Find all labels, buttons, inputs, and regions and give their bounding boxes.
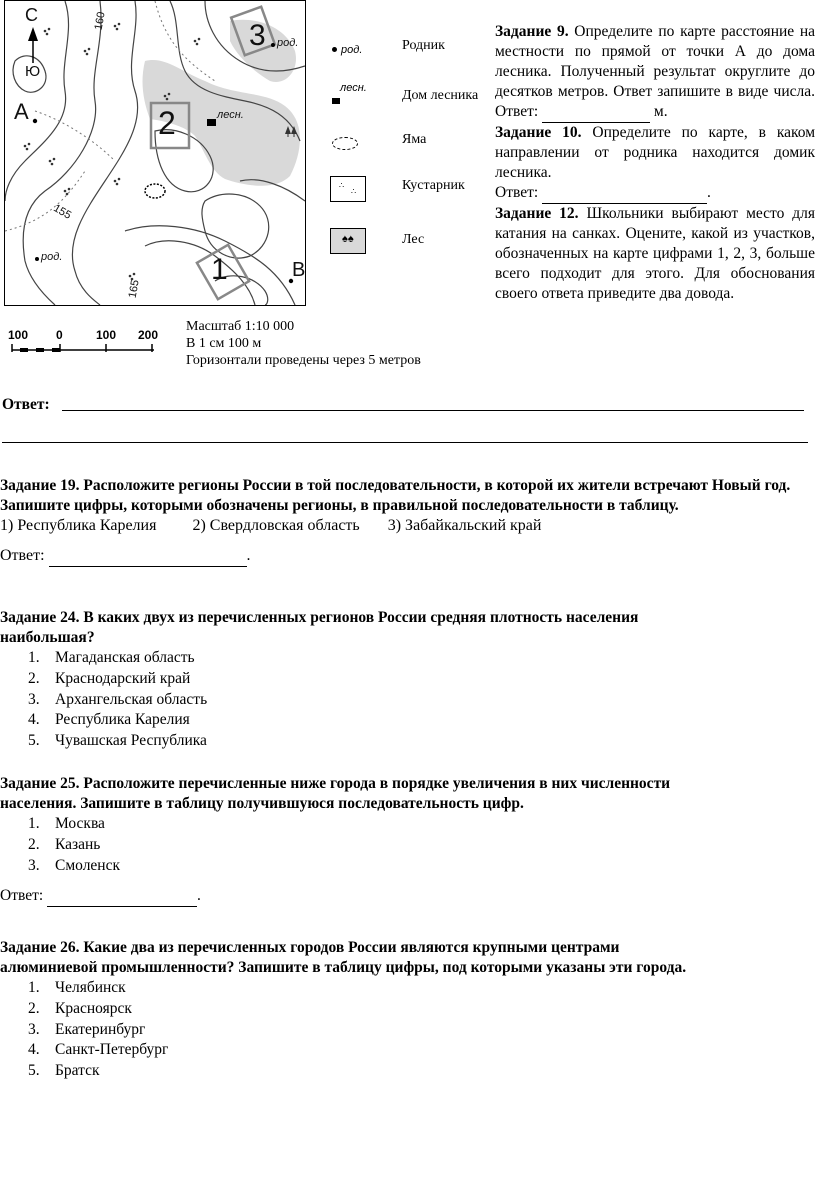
task-26	[0, 938, 816, 1082]
task-19-end: .	[246, 547, 251, 564]
task-19-answer-label: Ответ:	[0, 547, 45, 564]
task-25-head-line-2: населения. Запишите в таблицу получившуюся последовательность цифр.	[0, 795, 524, 812]
shrub-symbols	[24, 23, 201, 281]
legend-shrub-label: Кустарник	[402, 178, 465, 193]
legend-pit-symbol	[332, 137, 358, 150]
list-item: 2. Краснодарский край	[28, 669, 191, 687]
task-10-head: Задание 10.	[495, 124, 582, 141]
north-label: С	[25, 5, 38, 25]
south-label: Ю	[25, 63, 41, 80]
point-a-label: А	[14, 99, 29, 124]
list-item: 4. Санкт-Петербург	[28, 1041, 169, 1059]
legend-house-label: Дом лесника	[402, 88, 479, 103]
contour-160-label: 160	[92, 10, 108, 32]
spring-label-left: род.	[41, 251, 63, 263]
list-item: 3. Смоленск	[28, 856, 121, 874]
list-item: 3. Екатеринбург	[28, 1020, 146, 1038]
task-24-head-line-2: наибольшая?	[0, 629, 95, 646]
spring-dot-top	[271, 43, 275, 47]
map-legend	[326, 30, 486, 270]
task-24	[0, 608, 816, 752]
task-19-head: Задание 19. Расположите регионы России в той последовательности, в которой их жители встречают Новый год. Запишите цифры, которыми обозначены регионы, в правильной последовательности в таблицу.	[0, 477, 791, 514]
legend-spring-symbol: род.	[332, 40, 362, 58]
contour-interval: Горизонтали проведены через 5 метров	[186, 353, 421, 368]
scale-ruler	[8, 328, 158, 358]
task-10-answer-label: Ответ:	[495, 184, 539, 201]
task-19	[0, 476, 816, 567]
task-10	[495, 123, 815, 204]
task-19-option-3: 3) Забайкальский край	[387, 517, 542, 534]
legend-house-symbol: лесн.	[332, 86, 340, 104]
list-item: 1. Магаданская область	[28, 649, 195, 666]
task-10-answer-blank[interactable]	[542, 183, 707, 204]
task-24-list	[0, 648, 816, 752]
task-9-unit: м.	[653, 103, 668, 120]
task-24-head-line-1: Задание 24. В каких двух из перечисленных регионов России средняя плотность населения	[0, 609, 639, 626]
list-item: 2. Красноярск	[28, 999, 132, 1017]
scale-cm: В 1 см 100 м	[186, 336, 262, 351]
task-19-option-1: 1) Республика Карелия	[0, 517, 157, 534]
area-3-label: 3	[249, 19, 266, 52]
list-item: 2. Казань	[28, 835, 101, 853]
task-25-answer	[0, 886, 816, 907]
task-9	[495, 22, 815, 123]
scale-num-100-left: 100	[8, 328, 29, 342]
task-12	[495, 204, 815, 304]
task-25-list	[0, 814, 816, 876]
task-19-answer	[0, 546, 816, 567]
list-item: 4. Республика Карелия	[28, 711, 190, 729]
task-9-head: Задание 9.	[495, 23, 569, 40]
task-26-head-line-2: алюминиевой промышленности? Запишите в таблицу цифры, под которыми указаны эти города.	[0, 959, 687, 976]
list-item: 5. Братск	[28, 1062, 100, 1080]
task-9-answer-blank[interactable]	[542, 102, 650, 123]
list-item: 3. Архангельская область	[28, 690, 208, 708]
legend-forest-label: Лес	[402, 232, 425, 247]
task-25-end: .	[197, 887, 201, 905]
task-19-option-2: 2) Свердловская область	[192, 517, 360, 534]
list-item: 1. Москва	[28, 815, 105, 832]
scale-num-200: 200	[138, 328, 159, 342]
task-9-text: Определите по карте расстояние на местности по прямой от точки А до дома лесника. Полученный результат округлите до десятков метров. Ответ запишите в виде числа. Ответ:	[495, 23, 816, 120]
legend-forest-symbol: ♠♠	[330, 228, 366, 254]
topographic-map	[4, 0, 306, 306]
area-2-label: 2	[158, 105, 176, 141]
scale-info	[186, 318, 421, 369]
legend-pit-label: Яма	[402, 132, 427, 147]
task-25-answer-blank[interactable]	[47, 886, 197, 907]
answer-label: Ответ:	[2, 396, 50, 413]
forester-house-symbol	[207, 119, 216, 126]
forester-house-label: лесн.	[217, 109, 244, 121]
task-26-head-line-1: Задание 26. Какие два из перечисленных городов России являются крупными центрами	[0, 939, 620, 956]
contour-165-label: 165	[126, 278, 142, 300]
point-b-label: В	[292, 259, 306, 281]
map-tasks	[495, 22, 815, 304]
task-25-answer-label: Ответ:	[0, 887, 44, 905]
task-10-text: Определите по карте, в каком направлении от родника находится домик лесника.	[495, 124, 816, 181]
legend-shrub-symbol: ∴ ∴	[330, 176, 366, 202]
scale-ratio: Масштаб 1:10 000	[186, 319, 295, 334]
spring-label-top: род.	[277, 37, 299, 49]
list-item: 5. Чувашская Республика	[28, 732, 207, 750]
task-12-text: Школьники выбирают место для катания на санках. Оцените, какой из участков, обозначенных на карте цифрами 1, 2, 3, больше всего подходит для этого. Для обоснования своего ответа приведите два довода.	[495, 205, 816, 302]
contour-155-label: 155	[51, 202, 74, 222]
scale-bar	[8, 328, 158, 358]
pit-symbol	[145, 184, 165, 198]
task-25-head-line-1: Задание 25. Расположите перечисленные ниже города в порядке увеличения в них численности	[0, 775, 671, 792]
legend-spring-label: Родник	[402, 38, 445, 53]
task-19-answer-blank[interactable]	[49, 546, 247, 567]
spring-dot-left	[35, 257, 39, 261]
point-a-dot	[33, 119, 37, 123]
answer-line-2[interactable]	[2, 442, 808, 443]
north-arrow	[28, 27, 38, 63]
task-12-head: Задание 12.	[495, 205, 579, 222]
list-item: 1. Челябинск	[28, 979, 126, 996]
task-26-list	[0, 978, 816, 1082]
area-1-label: 1	[211, 253, 228, 286]
answer-line-1[interactable]	[62, 410, 804, 411]
scale-num-0: 0	[56, 328, 63, 342]
task-19-options	[0, 516, 816, 536]
scale-num-100: 100	[96, 328, 117, 342]
task-10-end: .	[707, 184, 711, 201]
task-25	[0, 774, 816, 907]
